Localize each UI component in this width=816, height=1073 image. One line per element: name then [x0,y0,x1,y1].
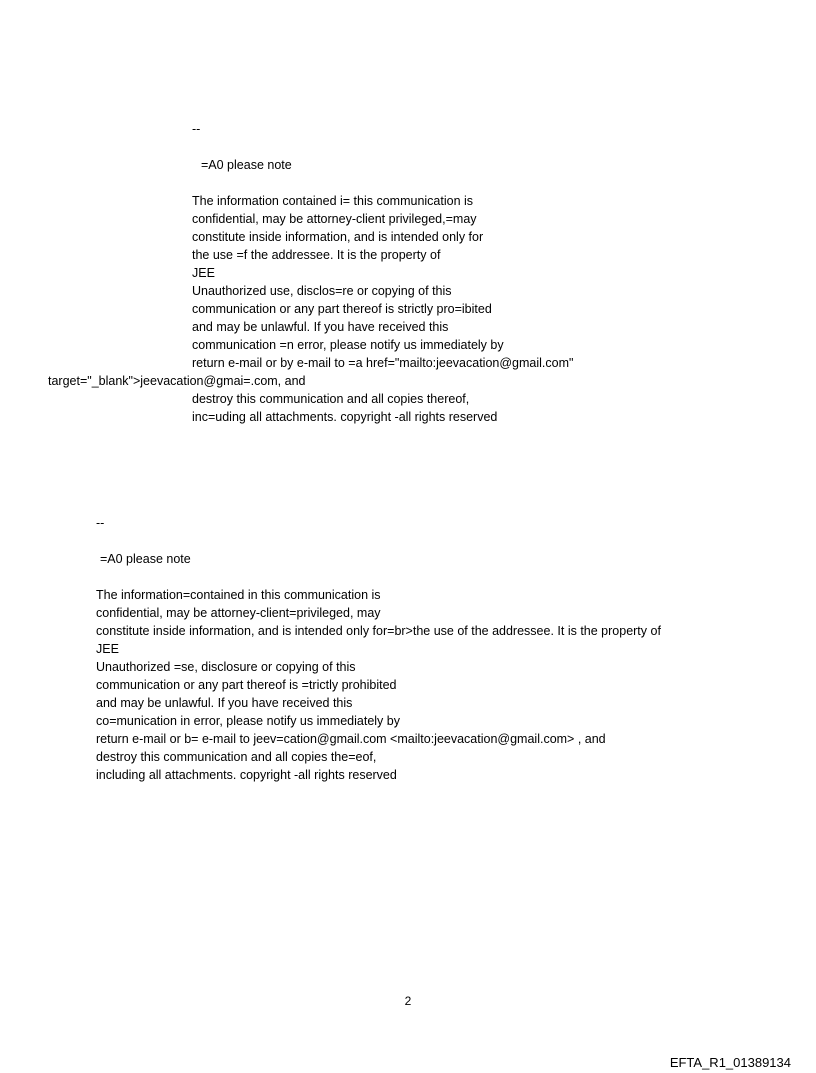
block2-line-1: The information=contained in this communication is [96,588,381,602]
block2-line-7: and may be unlawful. If you have received this [96,696,353,710]
block2-line-4: JEE [96,642,119,656]
block1-please-note: =A0 please note [201,158,292,172]
block2-please-note: =A0 please note [100,552,191,566]
block1-line-12: destroy this communication and all copies thereof, [192,392,470,406]
block1-line-10: return e-mail or by e-mail to =a href="mailto:jeevacation@gmail.com" [192,356,574,370]
block1-line-2: confidential, may be attorney-client privileged,=may [192,212,477,226]
block2-line-5: Unauthorized =se, disclosure or copying of this [96,660,356,674]
block2-line-6: communication or any part thereof is =trictly prohibited [96,678,397,692]
block2-line-8: co=munication in error, please notify us immediately by [96,714,400,728]
block1-line-5: JEE [192,266,215,280]
block1-line-4: the use =f the addressee. It is the property of [192,248,441,262]
block1-line-7: communication or any part thereof is strictly pro=ibited [192,302,492,316]
block1-line-6: Unauthorized use, disclos=re or copying of this [192,284,452,298]
block1-separator: -- [192,122,201,136]
block1-line-3: constitute inside information, and is intended only for [192,230,484,244]
block1-line-13: inc=uding all attachments. copyright -all rights reserved [192,410,498,424]
block2-line-10: destroy this communication and all copies the=eof, [96,750,377,764]
block1-line-8: and may be unlawful. If you have received this [192,320,449,334]
block1-line-1: The information contained i= this communication is [192,194,474,208]
block2-line-9: return e-mail or b= e-mail to jeev=cation@gmail.com <mailto:jeevacation@gmail.com> , and [96,732,606,746]
block2-line-2: confidential, may be attorney-client=privileged, may [96,606,381,620]
block1-line-11: target="_blank">jeevacation@gmai=.com, and [48,374,306,388]
page-number: 2 [404,994,412,1008]
block2-line-11: including all attachments. copyright -all rights reserved [96,768,397,782]
block2-separator: -- [96,516,105,530]
block2-line-3: constitute inside information, and is intended only for=br>the use of the addressee. It is the property of [96,624,661,638]
bates-id: EFTA_R1_01389134 [669,1055,791,1070]
block1-line-9: communication =n error, please notify us immediately by [192,338,504,352]
